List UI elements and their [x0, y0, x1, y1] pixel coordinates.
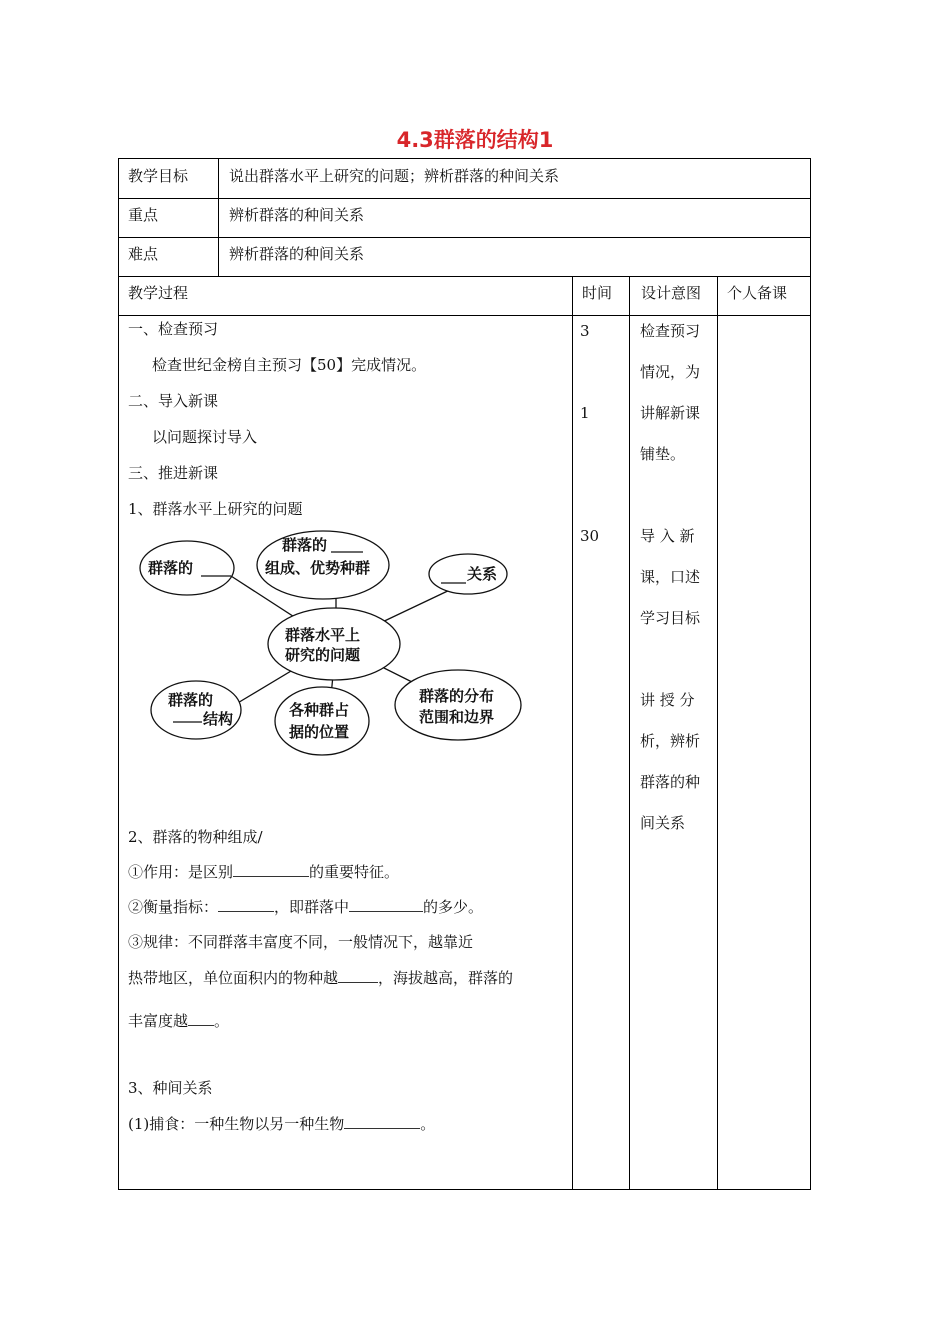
question-2: 2、群落的物种组成/	[128, 828, 263, 846]
time-column	[580, 316, 599, 562]
page-title: 4.3群落的结构1	[396, 128, 554, 152]
question-1: 1、群落水平上研究的问题	[128, 500, 303, 518]
header-time: 时间	[582, 284, 613, 302]
objective-label: 教学目标	[128, 167, 189, 185]
center-line2: 研究的问题	[285, 646, 361, 664]
section-introduce: 二、导入新课	[128, 392, 219, 410]
key-point-content: 辨析群落的种间关系	[229, 206, 365, 224]
q2-rule-line2: 热带地区，单位面积内的物种越 ，海拔越高，群落的	[128, 969, 514, 987]
node-position-line2: 据的位置	[289, 723, 350, 741]
node-structure-line1: 群落的	[168, 691, 214, 709]
header-process: 教学过程	[128, 284, 189, 302]
q2-rule-line1: ③规律：不同群落丰富度不同，一般情况下，越靠近	[128, 933, 474, 951]
section-check-preview: 一、检查预习	[128, 320, 219, 338]
design-line: 课，口述	[640, 568, 701, 586]
time-value: 1	[580, 404, 590, 422]
design-line: 导 入 新	[640, 527, 695, 545]
design-column	[640, 316, 700, 849]
node-range-line1: 群落的分布	[419, 687, 495, 705]
node-structure-line2: 结构	[203, 710, 234, 728]
time-value	[580, 480, 599, 521]
design-line: 群落的种	[640, 773, 701, 791]
design-line: 析，辨析	[640, 732, 701, 750]
design-line: 铺垫。	[640, 445, 686, 463]
node-composition-line2: 组成、优势种群	[265, 559, 371, 577]
node-composition-line1: 群落的	[282, 536, 328, 554]
header-personal: 个人备课	[727, 284, 788, 302]
section-new-lesson: 三、推进新课	[128, 464, 219, 482]
objective-content: 说出群落水平上研究的问题；辨析群落的种间关系	[229, 167, 560, 185]
time-value: 3	[580, 322, 590, 340]
time-value: 30	[580, 527, 600, 545]
design-line: 讲 授 分	[640, 691, 695, 709]
lesson-table	[118, 158, 811, 1190]
design-line: 学习目标	[640, 609, 701, 627]
center-line1: 群落水平上	[285, 626, 361, 644]
concept-map	[136, 526, 536, 766]
design-line: 讲解新课	[640, 404, 701, 422]
node-relation-label: 关系	[467, 565, 498, 583]
node-range-line2: 范围和边界	[419, 708, 495, 726]
introduce-text: 以问题探讨导入	[152, 428, 258, 446]
header-design: 设计意图	[641, 284, 702, 302]
design-line	[640, 480, 700, 521]
check-preview-text: 检查世纪金榜自主预习【50】完成情况。	[152, 356, 427, 374]
q2-rule-line3: 丰富度越 。	[128, 1012, 230, 1030]
node-position-line1: 各种群占	[289, 701, 350, 719]
time-value	[580, 439, 599, 480]
question-3: 3、种间关系	[128, 1079, 213, 1097]
q3-predation: (1)捕食：一种生物以另一种生物 。	[128, 1115, 436, 1133]
q2-index: ②衡量指标： ，即群落中 的多少。	[128, 898, 484, 916]
time-value	[580, 357, 599, 398]
node-community-label: 群落的	[148, 559, 194, 577]
q2-role: ①作用：是区别 的重要特征。	[128, 863, 400, 881]
design-line: 检查预习	[640, 322, 701, 340]
design-line: 间关系	[640, 814, 686, 832]
design-line: 情况，为	[640, 363, 701, 381]
difficulty-content: 辨析群落的种间关系	[229, 245, 365, 263]
design-line	[640, 644, 700, 685]
key-point-label: 重点	[128, 206, 159, 224]
difficulty-label: 难点	[128, 245, 159, 263]
